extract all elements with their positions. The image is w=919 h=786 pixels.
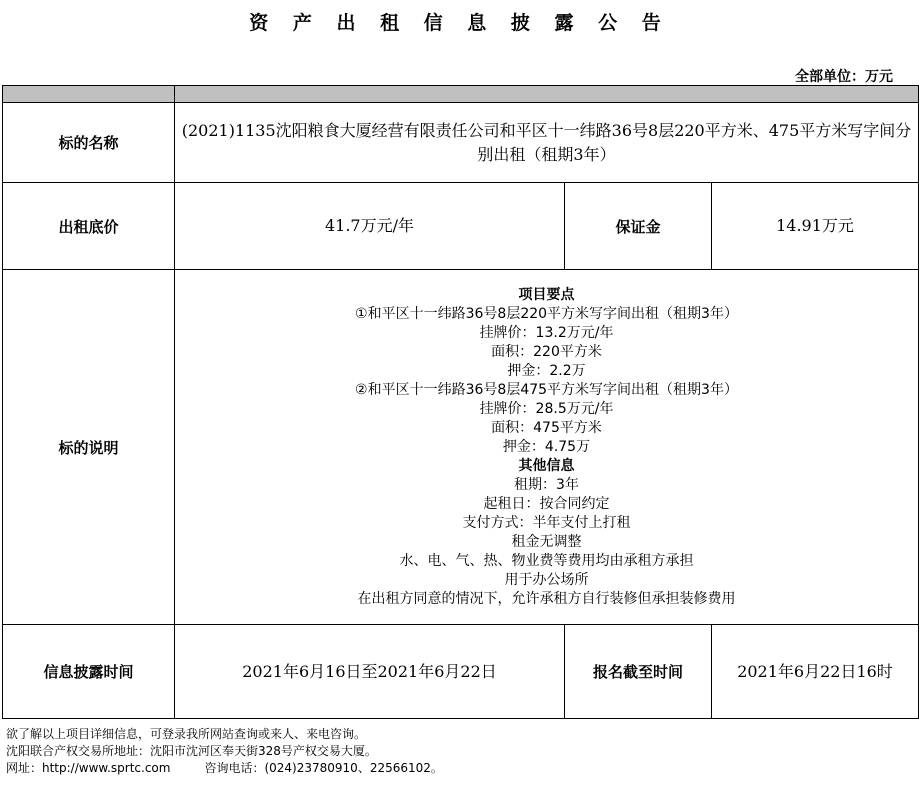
deposit-value: 14.91万元	[712, 183, 919, 270]
desc-section-heading: 其他信息	[518, 457, 575, 474]
row-price	[3, 183, 919, 270]
desc-line: 水、电、气、热、物业费等费用均由承租方承担	[399, 552, 694, 569]
desc-line: ②和平区十一纬路36号8层475平方米写字间出租（租期3年）	[355, 381, 738, 398]
footer-phone: 咨询电话：(024)23780910、22566102。	[204, 761, 443, 775]
desc-line: 押金：2.2万	[507, 362, 586, 379]
desc-section-heading: 项目要点	[518, 286, 575, 303]
desc-line: 在出租方同意的情况下，允许承租方自行装修但承担装修费用	[357, 590, 736, 607]
header-bar-cell	[175, 86, 919, 103]
row-description	[3, 270, 919, 625]
desc-line: 用于办公场所	[504, 571, 589, 588]
deposit-label: 保证金	[565, 183, 712, 270]
time-value: 2021年6月16日至2021年6月22日	[175, 625, 565, 719]
footer-line: 沈阳联合产权交易所地址：沈阳市沈河区奉天街328号产权交易大厦。	[6, 744, 377, 758]
header-bar-cell	[3, 86, 175, 103]
desc-line: 起租日：按合同约定	[483, 495, 610, 512]
desc-content	[175, 270, 919, 625]
header-bar	[3, 86, 919, 103]
footer	[6, 726, 443, 777]
row-time	[3, 625, 919, 719]
unit-note: 全部单位：万元	[795, 69, 893, 85]
name-value: (2021)1135沈阳粮食大厦经营有限责任公司和平区十一纬路36号8层220平方米、475平方米写字间分别出租（租期3年）	[175, 103, 919, 183]
desc-line: 挂牌价：13.2万元/年	[479, 324, 614, 341]
name-label: 标的名称	[3, 103, 175, 183]
desc-line: ①和平区十一纬路36号8层220平方米写字间出租（租期3年）	[355, 305, 738, 322]
desc-line: 租金无调整	[511, 533, 582, 550]
price-label: 出租底价	[3, 183, 175, 270]
footer-line: 欲了解以上项目详细信息，可登录我所网站查询或来人、来电咨询。	[6, 727, 367, 741]
page-title: 资 产 出 租 信 息 披 露 公 告	[249, 12, 670, 34]
desc-line: 押金：4.75万	[502, 438, 591, 455]
footer-website[interactable]: 网址：http://www.sprtc.com	[6, 761, 171, 775]
disclosure-table	[2, 85, 919, 719]
desc-line: 面积：475平方米	[491, 419, 602, 436]
desc-line: 支付方式：半年支付上打租	[462, 514, 631, 531]
footer-contact	[6, 760, 443, 777]
desc-line: 挂牌价：28.5万元/年	[479, 400, 614, 417]
desc-line: 租期：3年	[514, 476, 579, 493]
time-label: 信息披露时间	[3, 625, 175, 719]
price-value: 41.7万元/年	[175, 183, 565, 270]
deadline-label: 报名截至时间	[565, 625, 712, 719]
desc-line: 面积：220平方米	[491, 343, 602, 360]
desc-label: 标的说明	[3, 270, 175, 625]
deadline-value: 2021年6月22日16时	[712, 625, 919, 719]
row-name	[3, 103, 919, 183]
